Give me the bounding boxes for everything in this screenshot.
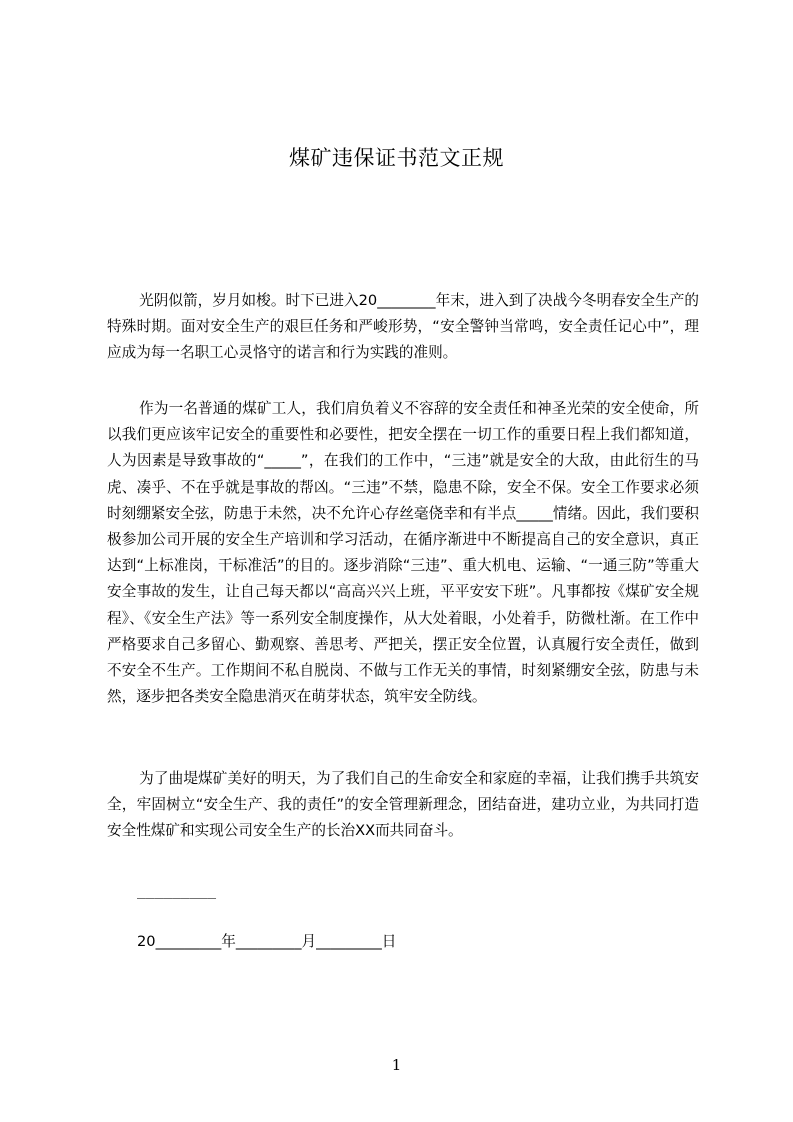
paragraph-main: [107, 396, 699, 710]
paragraph-opening: [107, 288, 699, 367]
document-title: 煤矿违保证书范文正规: [289, 146, 504, 170]
paragraph-text: 作为一名普通的煤矿工人，我们肩负着义不容辞的安全责任和神圣光荣的安全使命，所以我们更应该牢记安全的重要性和必要性，把安全摆在一切工作的重要日程上我们都知道，人为因素是导致事故的“_____”，在我们的工作中，“三违”就是安全的大敌，由此衍生的马虎、凑乎、不在乎就是事故的帮凶。“三违”不禁，隐患不除，安全不保。安全工作要求必须时刻绷紧安全弦，防患于未然，决不允许心存丝毫侥幸和有半点_____情绪。因此，我们要积极参加公司开展的安全生产培训和学习活动，在循序渐进中不断提高自己的安全意识，真正达到“上标准岗，干标准活”的目的。逐步消除“三违”、重大机电、运输、“一通三防”等重大安全事故的发生，让自己每天都以“高高兴兴上班，平平安安下班”。凡事都按《煤矿安全规程》、《安全生产法》等一系列安全制度操作，从大处着眼，小处着手，防微杜渐。在工作中严格要求自己多留心、勤观察、善思考、严把关，摆正安全位置，认真履行安全责任，做到不安全不生产。工作期间不私自脱岗、不做与工作无关的事情，时刻紧绷安全弦，防患与未然，逐步把各类安全隐患消灭在萌芽状态，筑牢安全防线。: [107, 400, 699, 706]
page-number: 1: [391, 1056, 402, 1074]
paragraph-text: 光阴似箭，岁月如梭。时下已进入20________年末，进入到了决战今冬明春安全生产的特殊时期。面对安全生产的艰巨任务和严峻形势，“安全警钟当常鸣，安全责任记心中”，理应成为每一名职工心灵恪守的诺言和行为实践的准则。: [107, 292, 699, 362]
date-line: 20_________年_________月_________日: [137, 933, 397, 950]
paragraph-closing: [107, 766, 699, 845]
signature-blank: _________: [137, 882, 217, 899]
paragraph-text: 为了曲堤煤矿美好的明天，为了我们自己的生命安全和家庭的幸福，让我们携手共筑安全，牢固树立“安全生产、我的责任”的安全管理新理念，团结奋进，建功立业，为共同打造安全性煤矿和实现公司安全生产的长治XX而共同奋斗。: [107, 770, 699, 840]
